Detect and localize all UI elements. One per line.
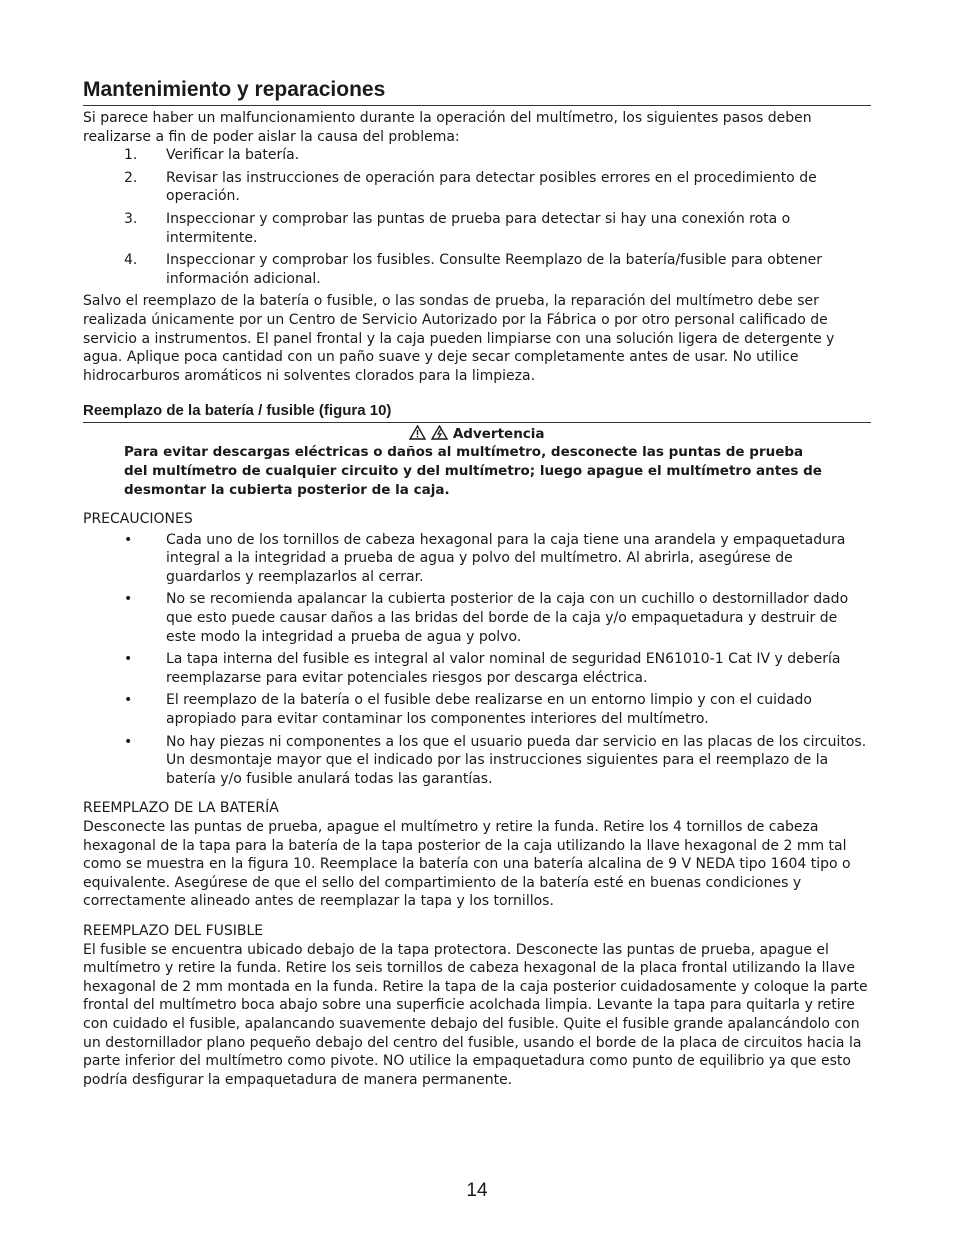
bullet-icon: • [124, 591, 133, 608]
bullet-icon: • [124, 651, 133, 668]
step-number: 2. [124, 169, 138, 186]
precaution-text: Cada uno de los tornillos de cabeza hexagonal para la caja tiene una arandela y empaquetadura integral a la integridad a prueba de agua y polvo del multímetro. Al abrirla, asegúrese de guardarlos y reemplazarlos al cerrar. [166, 531, 846, 585]
bullet-icon: • [124, 733, 133, 750]
fuse-paragraph: El fusible se encuentra ubicado debajo de la tapa protectora. Desconecte las puntas de prueba, apague el multímetro y retire la funda. Retire los seis tornillos de cabeza hexagonal de la placa frontal utilizando la llave hexagonal de 2 mm montada en la funda. Retire la tapa de la caja posterior cuidadosamente y coloque la parte frontal del multímetro boca abajo sobre una superficie acolchada limpia. Levante la tapa para quitarla y retire con cuidado el fusible, apalancando suavemente debajo del fusible. Quite el fusible grande apalancándolo con un destornillador plano pequeño debajo del centro del fusible, usando el borde de la placa de circuitos hacia la parte inferior del multímetro como pivote. NO utilice la empaquetadura como punto de equilibrio ya que esto podría desfigurar la empaquetadura de manera permanente. [83, 941, 868, 1088]
list-item [83, 251, 871, 288]
troubleshooting-steps [83, 146, 871, 288]
battery-heading: REEMPLAZO DE LA BATERÍA [83, 800, 279, 817]
warning-text: Para evitar descargas eléctricas o daños al multímetro, desconecte las puntas de prueba del multímetro de cualquier circuito y del multímetro; luego apague el multímetro antes de desmontar la cubierta posterior de la caja. [124, 444, 822, 498]
precautions-list [83, 531, 871, 789]
intro-paragraph: Si parece haber un malfuncionamiento durante la operación del multímetro, los siguientes pasos deben realizarse a fin de poder aislar la causa del problema: [83, 110, 812, 145]
step-number: 3. [124, 210, 138, 227]
warning-triangle-icon [409, 425, 426, 440]
list-item [83, 531, 871, 587]
list-item [83, 210, 871, 247]
page-content [83, 78, 871, 1089]
step-text: Revisar las instrucciones de operación para detectar posibles errores en el procedimiento de operación. [166, 169, 817, 205]
step-text: Inspeccionar y comprobar las puntas de prueba para detectar si hay una conexión rota o intermitente. [166, 210, 791, 246]
section-heading: Reemplazo de la batería / fusible (figura 10) [83, 402, 871, 423]
precautions-heading: PRECAUCIONES [83, 511, 193, 528]
battery-paragraph: Desconecte las puntas de prueba, apague el multímetro y retire la funda. Retire los 4 tornillos de cabeza hexagonal de la tapa para la batería de la tapa posterior de la caja utilizando la llave hexagonal de 2 mm tal como se muestra en la figura 10. Reemplace la batería con una batería alcalina de 9 V NEDA tipo 1604 tipo o equivalente. Asegúrese de que el sello del compartimiento de la batería esté en buenas condiciones y correctamente alineado antes de reemplazar la tapa y los tornillos. [83, 819, 851, 910]
bullet-icon: • [124, 531, 133, 548]
warning-header [83, 425, 871, 443]
precaution-text: No se recomienda apalancar la cubierta posterior de la caja con un cuchillo o destornillador dado que esto puede causar daños a las bridas del borde de la caja y/o empaquetadura y destruir de este modo la integridad a prueba de agua y polvo. [166, 591, 849, 645]
step-number: 4. [124, 252, 138, 269]
precaution-text: No hay piezas ni componentes a los que el usuario pueda dar servicio en las placas de los circuitos. Un desmontaje mayor que el indicado por las instrucciones siguientes para el reemplazo de la batería y/o fusible anulará todas las garantías. [166, 733, 867, 787]
step-text: Verificar la batería. [166, 147, 300, 164]
list-item [83, 169, 871, 206]
list-item [83, 650, 871, 687]
step-text: Inspeccionar y comprobar los fusibles. Consulte Reemplazo de la batería/fusible para obtener información adicional. [166, 252, 823, 287]
warning-label: Advertencia [452, 426, 545, 443]
precaution-text: El reemplazo de la batería o el fusible debe realizarse en un entorno limpio y con el cuidado apropiado para evitar contaminar los componentes interiores del multímetro. [166, 692, 812, 728]
fuse-heading: REEMPLAZO DEL FUSIBLE [83, 922, 264, 939]
list-item [83, 146, 871, 165]
page-number: 14 [466, 1180, 488, 1201]
list-item [83, 733, 871, 789]
list-item [83, 691, 871, 728]
precaution-text: La tapa interna del fusible es integral al valor nominal de seguridad EN61010-1 Cat IV y debería reemplazarse para evitar potenciales riesgos por descarga eléctrica. [166, 651, 841, 686]
electric-hazard-icon [431, 425, 448, 440]
repair-paragraph: Salvo el reemplazo de la batería o fusible, o las sondas de prueba, la reparación del multímetro debe ser realizada únicamente por un Centro de Servicio Autorizado por la Fábrica o por otro personal calificado de servicio a instrumentos. El panel frontal y la caja pueden limpiarse con una solución ligera de detergente y agua. Aplique poca cantidad con un paño suave y deje secar completamente antes de usar. No utilice hidrocarburos aromáticos ni solventes clorados para la limpieza. [83, 293, 835, 384]
list-item [83, 590, 871, 646]
bullet-icon: • [124, 692, 133, 709]
page-title: Mantenimiento y reparaciones [83, 78, 871, 106]
step-number: 1. [124, 147, 138, 164]
